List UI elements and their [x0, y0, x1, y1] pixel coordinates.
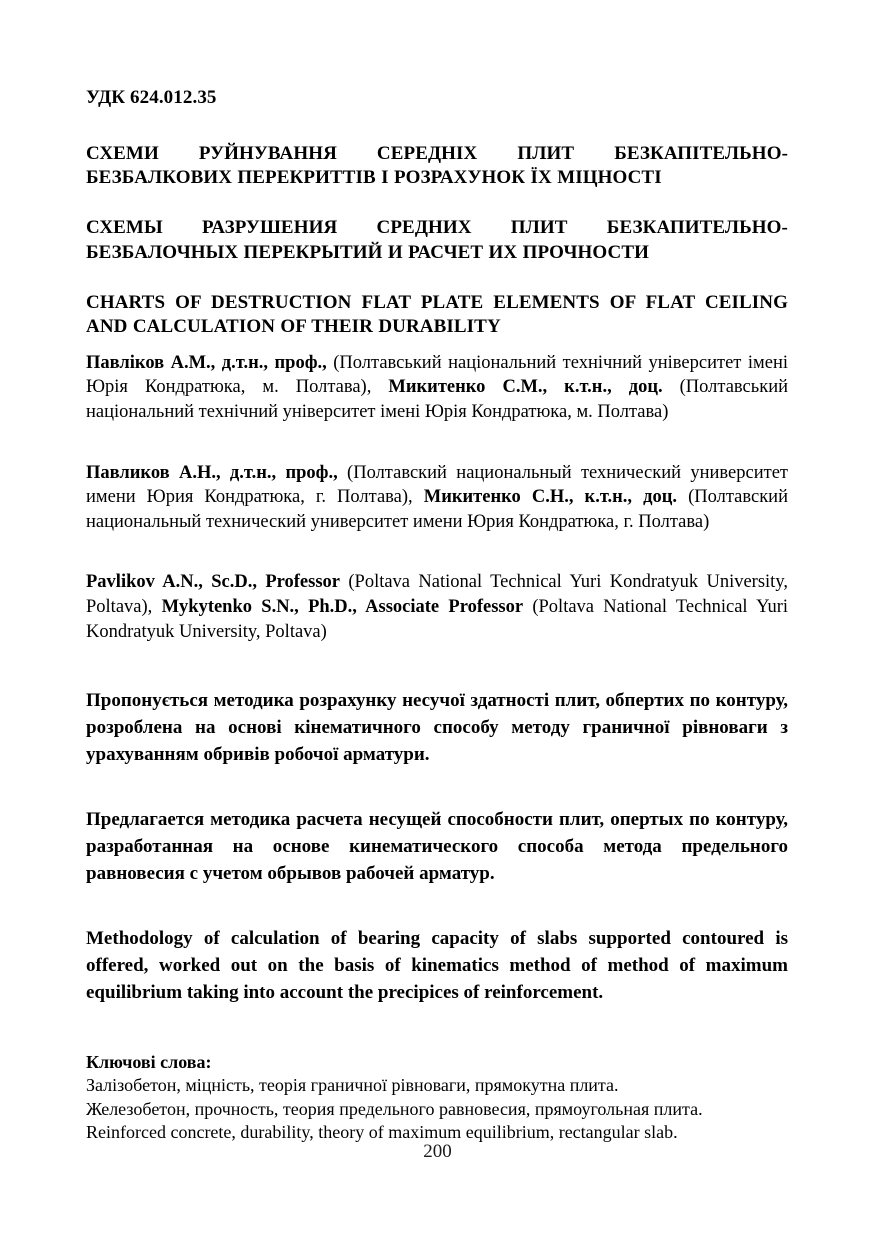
keywords-english: Reinforced concrete, durability, theory of maximum equilibrium, rectangular slab.	[86, 1122, 678, 1143]
abstract-russian: Предлагается методика расчета несущей способности плит, опертых по контуру, разработанная на основе кинематического способа метода предельного равновесия с учетом обрывов рабочей арматур.	[86, 809, 788, 885]
authors-russian	[86, 461, 788, 535]
spacer	[86, 340, 788, 351]
abstract-english: Methodology of calculation of bearing capacity of slabs supported contoured is offered, worked out on the basis of kinematics method of method of maximum equilibrium taking into account the precipices of reinforcement.	[86, 928, 788, 1003]
spacer	[86, 451, 788, 461]
author-name-en-2: Mykytenko S.N., Ph.D., Associate Professor	[161, 597, 524, 618]
keywords-russian: Железобетон, прочность, теория предельного равновесия, прямоугольная плита.	[86, 1098, 703, 1119]
title-russian: СХЕМЫ РАЗРУШЕНИЯ СРЕДНИХ ПЛИТ БЕЗКАПИТЕЛЬНО-БЕЗБАЛОЧНЫХ ПЕРЕКРЫТИЙ И РАСЧЕТ ИХ ПРОЧНОСТИ	[86, 217, 788, 263]
keywords-ukrainian: Залізобетон, міцність, теорія граничної рівноваги, прямокутна плита.	[86, 1075, 619, 1096]
udk-classification: УДК 624.012.35	[86, 87, 217, 108]
author-name-en-1: Pavlikov A.N., Sc.D., Professor	[86, 572, 340, 593]
spacer	[86, 560, 788, 570]
spacer	[86, 1033, 788, 1051]
title-english: CHARTS OF DESTRUCTION FLAT PLATE ELEMENTS OF FLAT CEILING AND CALCULATION OF THEIR DURABILITY	[86, 291, 788, 338]
author-affiliation-ru-1: (Полтавский национальный технический университет имени Юрия Кондратюка, г. Полтава),	[86, 462, 789, 508]
author-affiliation-uk-1: (Полтавський національний технічний університет імені Юрія Кондратюка, м. Полтава),	[86, 352, 788, 398]
page-content	[86, 86, 788, 1145]
author-affiliation-ru-2: (Полтавский национальный технический университет имени Юрия Кондратюка, г. Полтава)	[86, 487, 788, 532]
author-affiliation-en-1: (Poltava National Technical Yuri Kondratyuk University, Poltava),	[86, 572, 788, 618]
title-ukrainian: СХЕМИ РУЙНУВАННЯ СЕРЕДНІХ ПЛИТ БЕЗКАПІТЕЛЬНО-БЕЗБАЛКОВИХ ПЕРЕКРИТТІВ І РОЗРАХУНОК ЇХ МІЦНОСТІ	[86, 142, 788, 189]
spacer	[86, 795, 788, 807]
author-affiliation-uk-2: (Полтавський національний технічний університет імені Юрія Кондратюка, м. Полтава)	[86, 377, 788, 423]
author-name-ru-1: Павликов А.Н., д.т.н., проф.,	[86, 462, 338, 483]
authors-ukrainian	[86, 351, 788, 425]
page-number: 200	[423, 1141, 452, 1162]
author-name-uk-2: Микитенко С.М., к.т.н., доц.	[388, 377, 663, 398]
author-affiliation-en-2: (Poltava National Technical Yuri Kondratyuk University, Poltava)	[86, 597, 789, 642]
authors-english	[86, 570, 788, 644]
spacer	[86, 670, 788, 688]
spacer	[86, 914, 788, 926]
abstract-ukrainian: Пропонується методика розрахунку несучої здатності плит, обпертих по контуру, розроблена на основі кінематичного способу методу граничної рівноваги з урахуванням обривів робочої арматури.	[86, 690, 788, 766]
author-name-ru-2: Микитенко С.Н., к.т.н., доц.	[423, 487, 678, 508]
keywords-label: Ключові слова:	[86, 1051, 212, 1072]
author-name-uk-1: Павліков А.М., д.т.н., проф.,	[86, 352, 327, 373]
